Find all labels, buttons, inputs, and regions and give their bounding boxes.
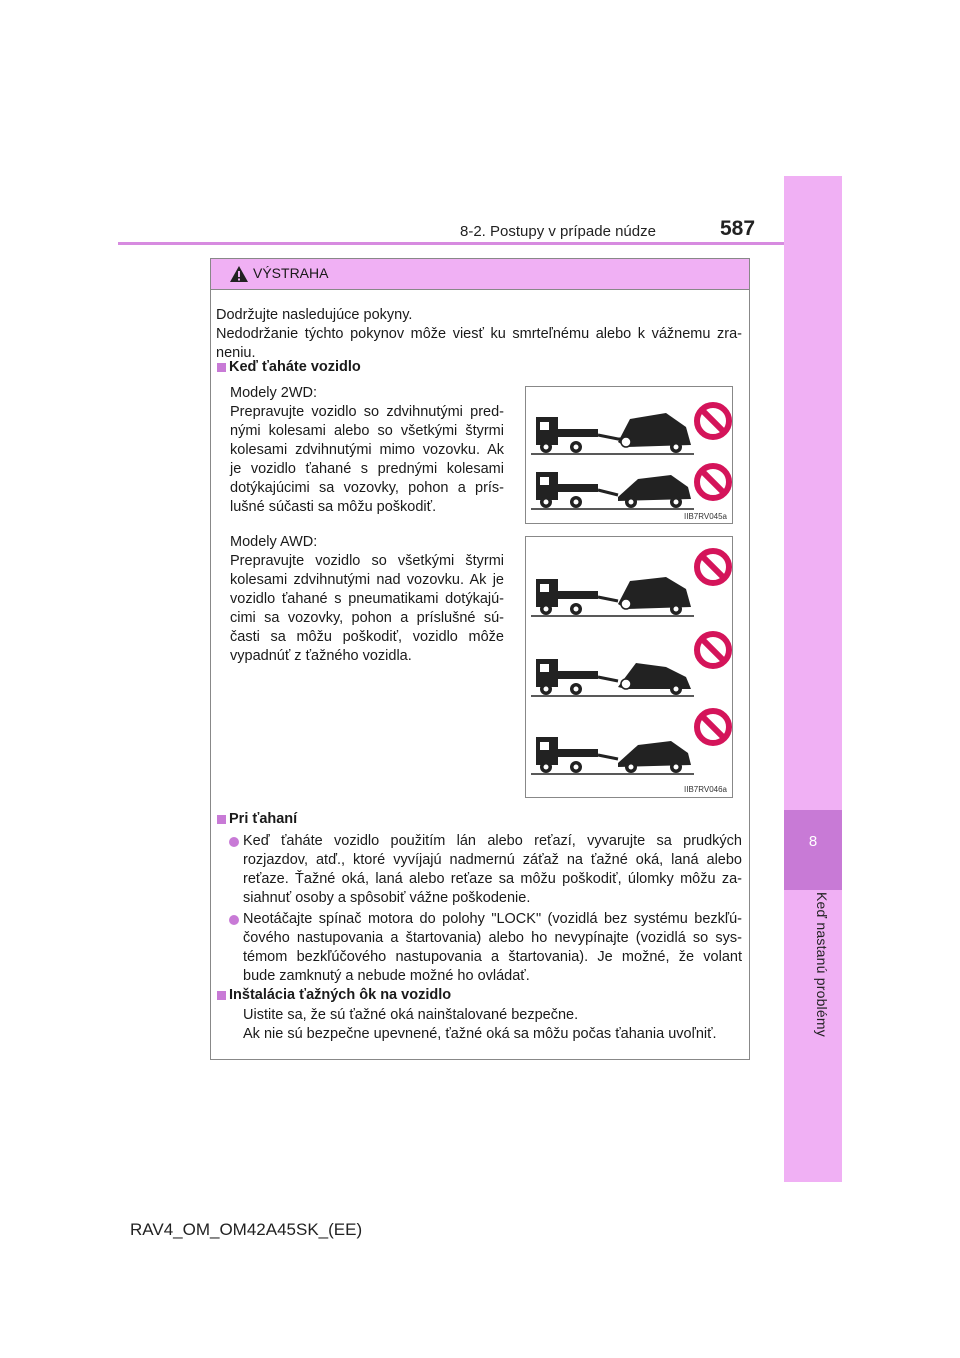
prohibition-icon: [697, 551, 729, 583]
prohibition-icon: [697, 405, 729, 437]
warning-intro-1: Dodržujte nasledujúce pokyny.: [216, 307, 413, 323]
model-awd-line: cimi sa vozovky, pohon a príslušné sú-: [230, 610, 504, 626]
tow-truck-icon: [526, 537, 732, 797]
model-awd-line: vozidlo ťahané s pneumatikami dotýkajú-: [230, 591, 504, 607]
section-heading-towing-eyelet: Inštalácia ťažných ôk na vozidlo: [229, 987, 452, 1003]
bullet-1-line: Keď ťaháte vozidlo použitím lán alebo reťazí, vyvarujte sa prudkých: [243, 833, 742, 849]
model-awd-line: časti sa môžu poškodiť, vozidlo môže: [230, 629, 504, 645]
section-3-line: Uistite sa, že sú ťažné oká nainštalované bezpečne.: [243, 1007, 579, 1023]
bullet-1-line: reťaze. Ťažné oká, laná alebo reťaze sa môžu poškodiť, úlomky môžu za-: [243, 871, 742, 887]
section-marker: [217, 991, 226, 1000]
prohibition-icon: [697, 466, 729, 498]
warning-intro-2a: Nedodržanie týchto pokynov môže viesť ku smrteľnému alebo k vážnemu zra-: [216, 326, 742, 342]
prohibition-icon: [697, 711, 729, 743]
warning-header: [211, 259, 749, 290]
warning-triangle-icon: [229, 265, 249, 283]
model-2wd-label: Modely 2WD:: [230, 385, 318, 401]
bullet-dot: [229, 915, 239, 925]
model-2wd-line: nými kolesami alebo so všetkými štyrmi: [230, 423, 504, 439]
chapter-title: Keď nastanú problémy: [814, 892, 830, 1037]
model-2wd-line: je vozidlo ťahané s prednými kolesami: [230, 461, 504, 477]
warning-intro-2b: neniu.: [216, 345, 256, 361]
warning-title: VÝSTRAHA: [253, 265, 329, 281]
figure-code: IIB7RV045a: [684, 512, 727, 521]
section-3-line: Ak nie sú bezpečne upevnené, ťažné oká sa môžu počas ťahania uvoľniť.: [243, 1026, 717, 1042]
prohibition-icon: [697, 634, 729, 666]
tow-truck-icon: [526, 387, 732, 523]
bullet-dot: [229, 837, 239, 847]
figure-code: IIB7RV046a: [684, 785, 727, 794]
model-2wd-line: kolesami zdvihnutými mimo vozovku. Ak: [230, 442, 504, 458]
bullet-2-line: čového nastupovania a štartovania) alebo ho nevypínajte (vozidlá so sys-: [243, 930, 742, 946]
bullet-1-line: rozjazdov, atď., ktoré vyvíjajú nadmernú záťaž na ťažné oká, laná alebo: [243, 852, 742, 868]
chapter-number: 8: [784, 810, 842, 890]
model-2wd-line: Prepravujte vozidlo so zdvihnutými pred-: [230, 404, 504, 420]
section-title: 8-2. Postupy v prípade núdze: [460, 223, 656, 240]
page-number: 587: [720, 217, 756, 240]
model-2wd-line: dotýkajúcimi sa vozovky, pohon a prís-: [230, 480, 504, 496]
section-marker: [217, 815, 226, 824]
bullet-1-line: siahnuť osoby a spôsobiť vážne poškodenie.: [243, 890, 531, 906]
figure-2wd: [525, 386, 733, 524]
bullet-2-line: témom bezkľúčového nastupovania a štartovania). Je možné, že volant: [243, 949, 742, 965]
document-code: RAV4_OM_OM42A45SK_(EE): [130, 1220, 363, 1239]
model-awd-line: Prepravujte vozidlo so všetkými štyrmi: [230, 553, 504, 569]
bullet-2-line: bude zamknutý a nebude možné ho ovládať.: [243, 968, 530, 984]
model-awd-line: kolesami zdvihnutými nad vozovku. Ak je: [230, 572, 504, 588]
header-rule: [118, 242, 784, 245]
bullet-2-line: Neotáčajte spínač motora do polohy "LOCK" (vozidlá bez systému bezkľú-: [243, 911, 742, 927]
figure-awd: [525, 536, 733, 798]
model-awd-line: vypadnúť z ťažného vozidla.: [230, 648, 412, 664]
section-heading-while-towing: Pri ťahaní: [229, 811, 298, 827]
section-heading-towing: Keď ťaháte vozidlo: [229, 359, 361, 375]
model-awd-label: Modely AWD:: [230, 534, 318, 550]
model-2wd-line: lušné súčasti sa môžu poškodiť.: [230, 499, 437, 515]
section-marker: [217, 363, 226, 372]
